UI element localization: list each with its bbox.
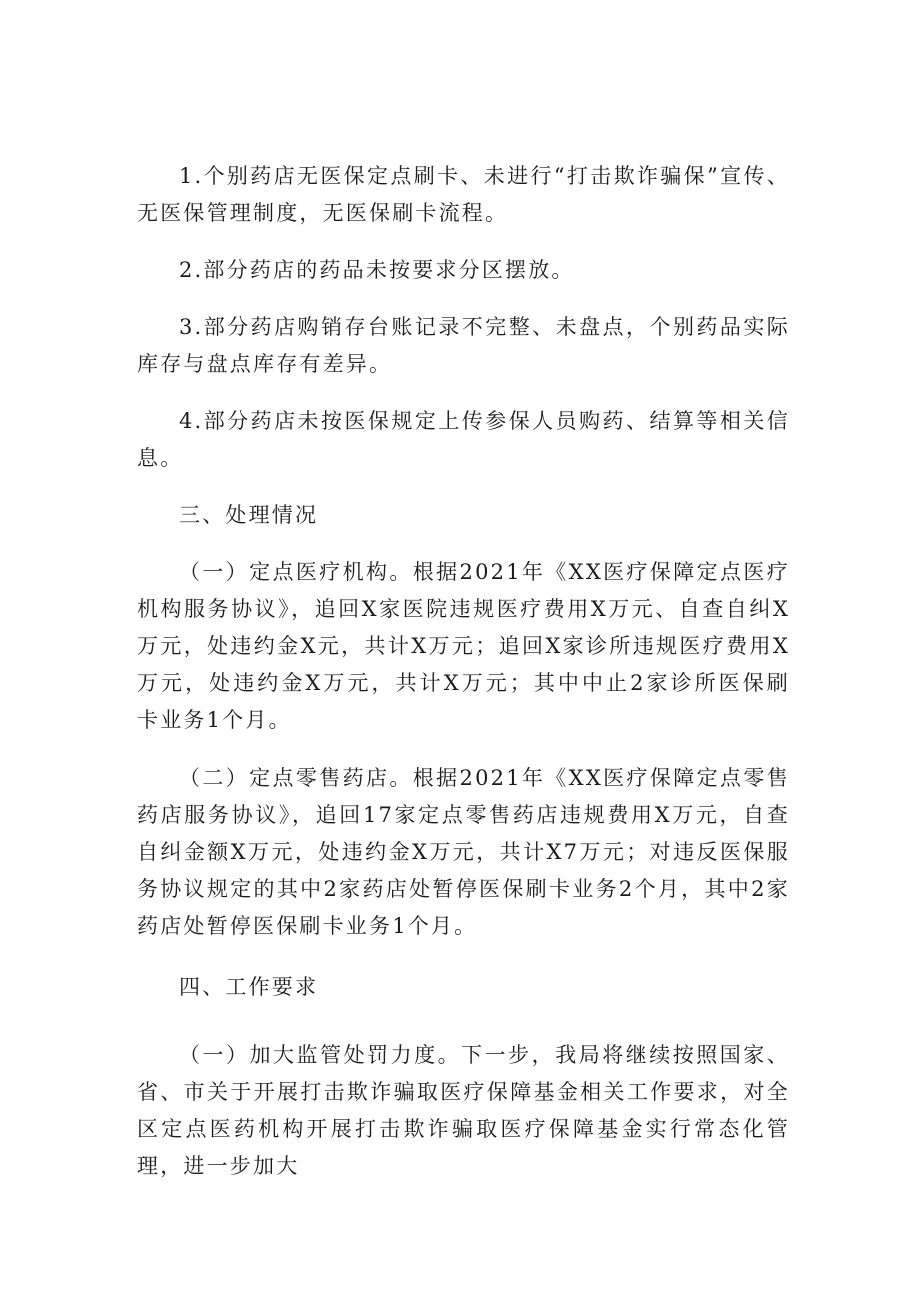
issue-item-2: 2.部分药店的药品未按要求分区摆放。 — [179, 258, 575, 282]
issue-item-4: 4.部分药店未按医保规定上传参保人员购药、结算等相关信息。 — [137, 409, 790, 470]
issue-item-3: 3.部分药店购销存台账记录不完整、未盘点，个别药品实际库存与盘点库存有差异。 — [137, 315, 790, 376]
section-heading-handling: 三、处理情况 — [179, 503, 319, 527]
handling-item-retail-pharmacies: （二）定点零售药店。根据2021年《XX医疗保障定点零售药店服务协议》，追回17家定点零售药店违规费用X万元，自查自纠金额X万元，处违约金X万元，共计X7万元；对违反医保服务协议规定的其中2家药店处暂停医保刷卡业务2个月，其中2家药店处暂停医保刷卡业务1个月。 — [137, 766, 790, 938]
handling-item-medical-institutions: （一）定点医疗机构。根据2021年《XX医疗保障定点医疗机构服务协议》，追回X家医院违规医疗费用X万元、自查自纠X万元，处违约金X元，共计X万元；追回X家诊所违规医疗费用X万元，处违约金X万元，共计X万元；其中中止2家诊所医保刷卡业务1个月。 — [137, 560, 790, 732]
issue-item-1: 1.个别药店无医保定点刷卡、未进行“打击欺诈骗保”宣传、无医保管理制度，无医保刷卡流程。 — [137, 164, 790, 225]
section-heading-requirements: 四、工作要求 — [179, 975, 319, 999]
requirement-item-1: （一）加大监管处罚力度。下一步，我局将继续按照国家、省、市关于开展打击欺诈骗取医疗保障基金相关工作要求，对全区定点医药机构开展打击欺诈骗取医疗保障基金实行常态化管理，进一步加大 — [137, 1043, 790, 1178]
